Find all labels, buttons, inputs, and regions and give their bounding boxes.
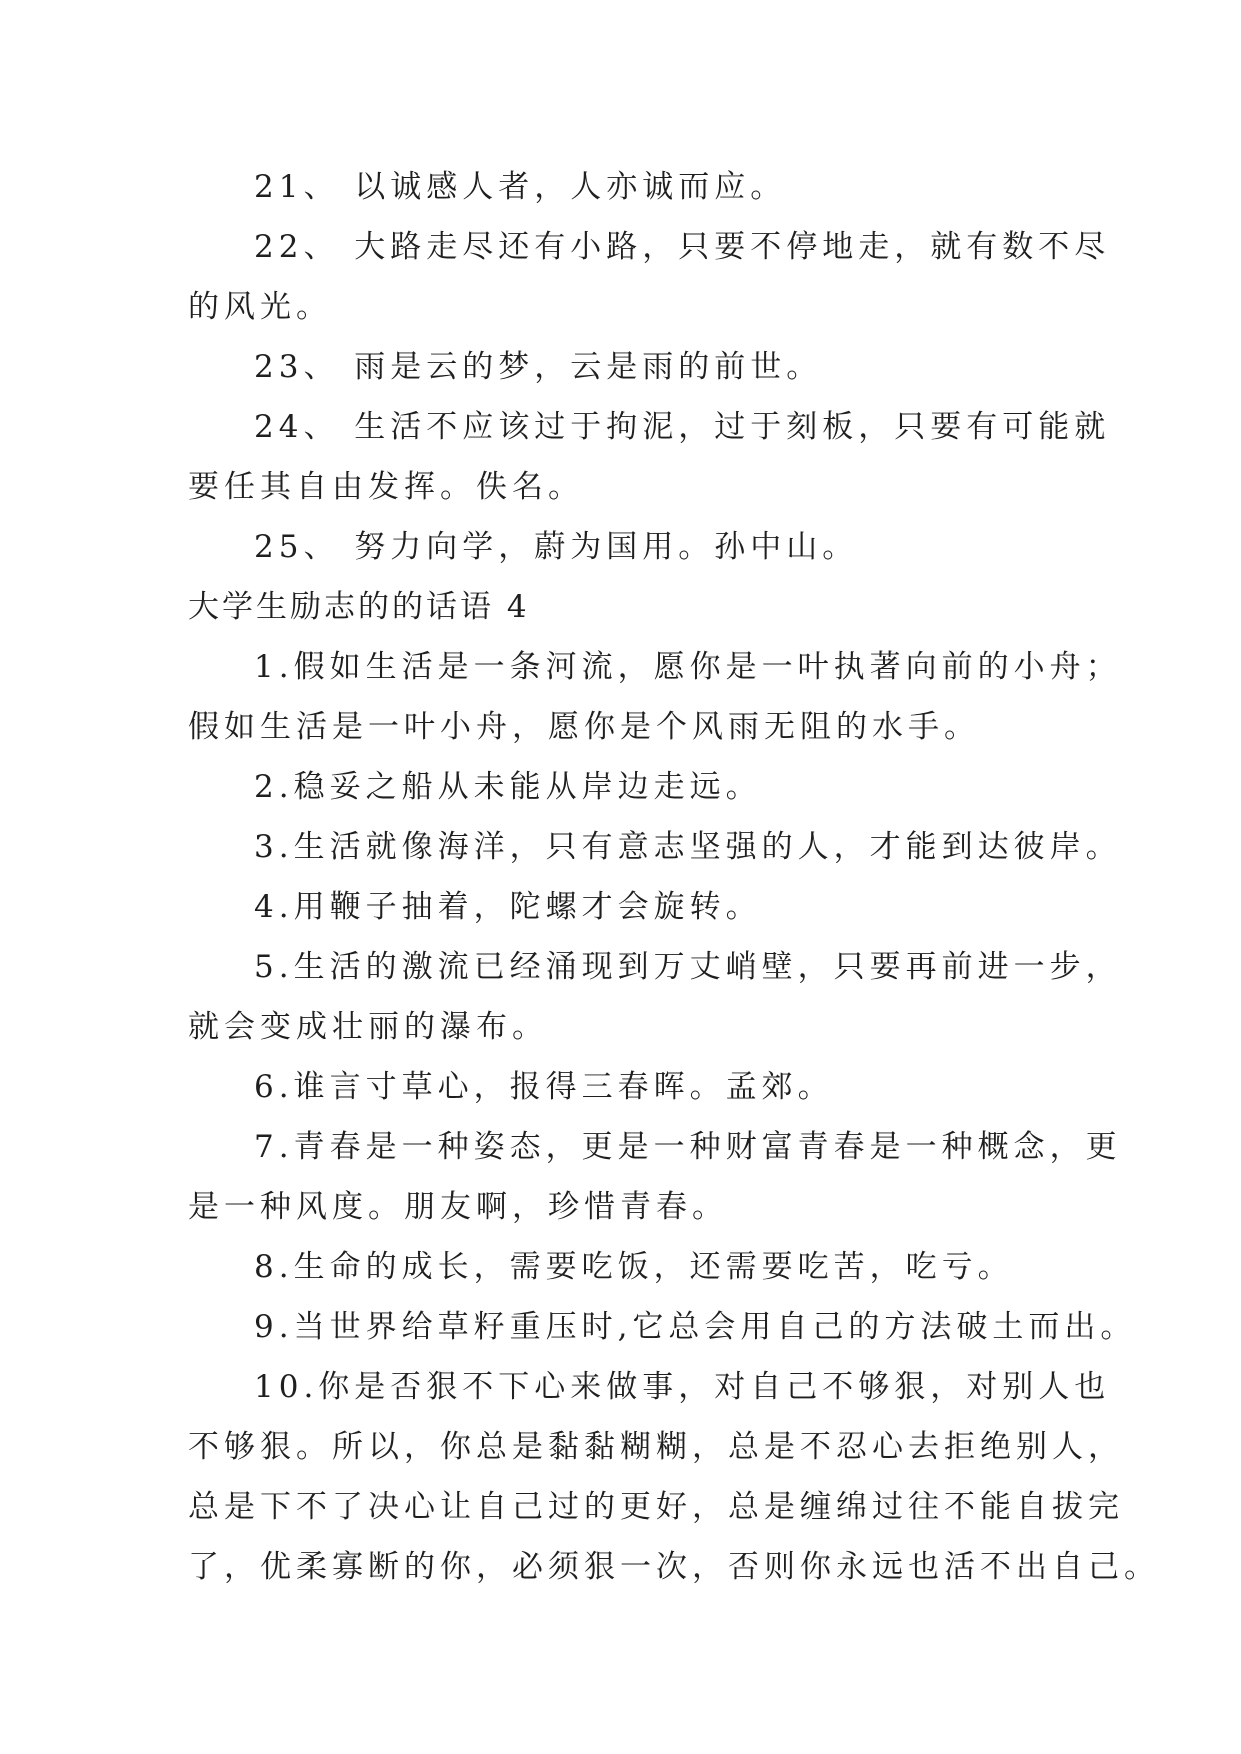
quote-7-line-1: 7.青春是一种姿态，更是一种财富青春是一种概念，更 (254, 1129, 1122, 1165)
quote-10-line-3: 总是下不了决心让自己过的更好，总是缠绵过往不能自拔完 (188, 1489, 1124, 1525)
quote-7-line-2: 是一种风度。朋友啊，珍惜青春。 (188, 1189, 728, 1225)
item-23-line-1: 23、 雨是云的梦，云是雨的前世。 (254, 349, 823, 385)
quote-10-line-1: 10.你是否狠不下心来做事，对自己不够狠，对别人也 (254, 1369, 1111, 1405)
quote-9: 9.当世界给草籽重压时,它总会用自己的方法破土而出。 (254, 1309, 1137, 1345)
quote-1-line-1: 1.假如生活是一条河流，愿你是一叶执著向前的小舟； (254, 649, 1122, 685)
quote-10-line-2: 不够狠。所以，你总是黏黏糊糊，总是不忍心去拒绝别人， (188, 1429, 1124, 1465)
item-24-line-1: 24、 生活不应该过于拘泥，过于刻板，只要有可能就 (254, 409, 1111, 445)
quote-10-line-4: 了，优柔寡断的你，必须狠一次，否则你永远也活不出自己。 (188, 1549, 1160, 1585)
quote-6: 6.谁言寸草心，报得三春晖。孟郊。 (254, 1069, 834, 1105)
section-heading: 大学生励志的的话语 4 (188, 589, 530, 625)
item-21-line-1: 21、 以诚感人者，人亦诚而应。 (254, 169, 787, 205)
quote-2: 2.稳妥之船从未能从岸边走远。 (254, 769, 762, 805)
item-24-line-2: 要任其自由发挥。佚名。 (188, 469, 584, 505)
quote-4: 4.用鞭子抽着，陀螺才会旋转。 (254, 889, 762, 925)
quote-8: 8.生命的成长，需要吃饭，还需要吃苦，吃亏。 (254, 1249, 1014, 1285)
item-25-line-1: 25、 努力向学，蔚为国用。孙中山。 (254, 529, 859, 565)
quote-5-line-2: 就会变成壮丽的瀑布。 (188, 1009, 548, 1045)
quote-5-line-1: 5.生活的激流已经涌现到万丈峭壁，只要再前进一步， (254, 949, 1122, 985)
item-22-line-1: 22、 大路走尽还有小路，只要不停地走，就有数不尽 (254, 229, 1111, 265)
quote-3: 3.生活就像海洋，只有意志坚强的人，才能到达彼岸。 (254, 829, 1122, 865)
item-22-line-2: 的风光。 (188, 289, 332, 325)
quote-1-line-2: 假如生活是一叶小舟，愿你是个风雨无阻的水手。 (188, 709, 980, 745)
